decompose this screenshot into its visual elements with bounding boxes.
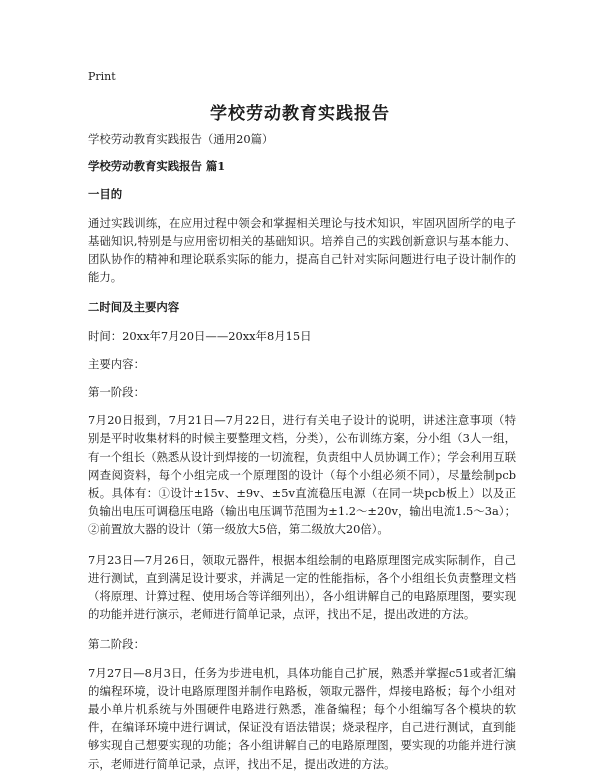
paragraph-phase-1-a: 7月20日报到，7月21日—7月22日，进行有关电子设计的说明，讲述注意事项（特别是平时收集材料的时候主要整理文档，分类），公布训练方案，分小组（3人一组，有一个组长（熟悉从设计到焊接的一切流程，负责组中人员协调工作）；学会利用互联网查阅资料，每个小组完成一个原理图的设计（每个小组必须不同），尽量绘制pcb板。具体有：①设计±15v、±9v、±5v直流稳压电源（在同一块pcb板上）以及正负输出电压可调稳压电路（输出电压调节范围为±1.2～±20v，输出电流1.5～3a）；②前置放大器的设计（第一级放大5倍，第二级放大20倍）。 xyxy=(88,413,516,537)
phase-2-label: 第二阶段： xyxy=(88,637,145,652)
phase-1-label: 第一阶段： xyxy=(88,385,145,400)
heading-time-content: 二时间及主要内容 xyxy=(88,300,180,315)
section-title: 学校劳动教育实践报告 篇1 xyxy=(88,159,226,174)
paragraph-purpose: 通过实践训练，在应用过程中领会和掌握相关理论与技术知识，牢固巩固所学的电子基础知识,特别是与应用密切相关的基础知识。培养自己的实践创新意识与基本能力、团队协作的精神和理论联系实际的能力，提高自己针对实际问题进行电子设计制作的能力。 xyxy=(88,215,516,285)
main-content-label: 主要内容： xyxy=(88,356,145,371)
print-link[interactable]: Print xyxy=(88,70,116,83)
document-subtitle: 学校劳动教育实践报告（通用20篇） xyxy=(88,132,274,146)
paragraph-phase-2: 7月27日—8月3日，任务为步进电机，具体功能自己扩展，熟悉并掌握c51或者汇编的编程环境，设计电路原理图并制作电路板，领取元器件，焊接电路板；每个小组对最小单片机系统与外围硬件电路进行熟悉，准备编程；每个小组编写各个模块的软件，在编译环境中进行调试，保证没有语法错误；烧录程序，自己进行测试，直到能够实现自己想要实现的功能；各小组讲解自己的电路原理图，要实现的功能并进行演示，老师进行简单记录，点评，找出不足，提出改进的方法。 xyxy=(88,665,516,771)
time-line: 时间：20xx年7月20日——20xx年8月15日 xyxy=(88,328,312,343)
document-title: 学校劳动教育实践报告 xyxy=(210,104,390,124)
heading-purpose: 一目的 xyxy=(88,187,123,202)
document-body xyxy=(88,130,516,776)
paragraph-phase-1-b: 7月23日—7月26日，领取元器件，根据本组绘制的电路原理图完成实际制作，自己进行测试，直到满足设计要求，并满足一定的性能指标，各个小组组长负责整理文档（将原理、计算过程、使用场合等详细列出），各小组讲解自己的电路原理图，要实现的功能并进行演示，老师进行简单记录，点评，找出不足，提出改进的方法。 xyxy=(88,552,516,622)
